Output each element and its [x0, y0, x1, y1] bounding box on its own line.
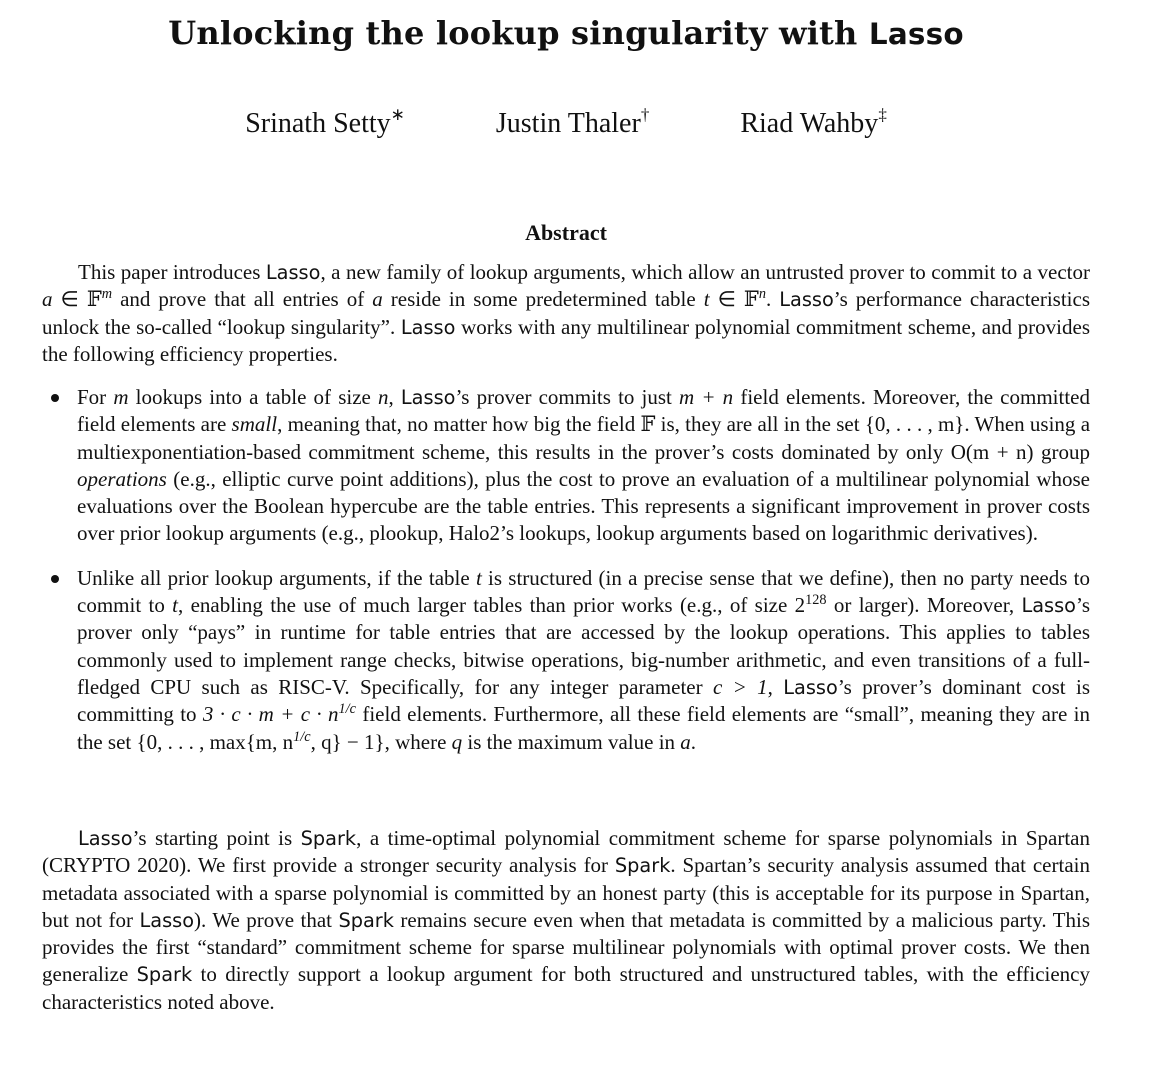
bullet-icon [51, 394, 59, 402]
author-1: Srinath Setty∗ [245, 105, 405, 139]
title-system-name: Lasso [868, 17, 964, 51]
title-text: Unlocking the lookup singularity with [168, 14, 869, 52]
list-item: For m lookups into a table of size n, Lasso’s prover commits to just m + n field elements. Moreover, the committed field elements are small, meaning that, no matter how big the field 𝔽 is, they are all in the set {0, . . . , m}. When using a multiexponentiation-based commitment scheme, this results in the prover’s costs dominated by only O(m + n) group operations (e.g., elliptic curve point additions), plus the cost to prove an evaluation of a multilinear polynomial whose evaluations over the Boolean hypercube are the table entries. This represents a significant improvement in prover costs over prior lookup arguments (e.g., plookup, Halo2’s lookups, lookup arguments based on logarithmic derivatives). [42, 384, 1090, 548]
abstract-heading: Abstract [525, 220, 607, 245]
author-2: Justin Thaler† [495, 105, 650, 139]
bullet-icon [51, 575, 59, 583]
list-item: Unlike all prior lookup arguments, if the table t is structured (in a precise sense that we define), then no party needs to commit to t, enabling the use of much larger tables than prior works (e.g., of size $2^{128}$ or larger). Moreover, Lasso’s prover only “pays” in runtime for table entries that are accessed by the lookup operations. This applies to tables commonly used to implement range checks, bitwise operations, big-number arithmetic, and even transitions of a full-fledged CPU such as RISC-V. Specifically, for any integer parameter c > 1, Lasso’s prover’s dominant cost is committing to $3 \cdot c \cdot m + c \cdot n^{1/c}$ field elements. Furthermore, all these field elements are “small”, meaning they are in the set {0, . . . , max{m, $n^{1/c}$, q} − 1}, where q is the maximum value in a. [42, 565, 1090, 756]
abstract-paragraph-1: This paper introduces Lasso, a new family of lookup arguments, which allow an untrusted prover to commit to a vector a ∈ 𝔽$^m$ and prove that all entries of a reside in some predetermined table t ∈ 𝔽$^n$. Lasso’s performance characteristics unlock the so-called “lookup singularity”. Lasso works with any multilinear polynomial commitment scheme, and provides the following efficiency properties. [42, 260, 1091, 366]
abstract-paragraph-2: Lasso’s starting point is Spark, a time-optimal polynomial commitment scheme for sparse polynomials in Spartan (CRYPTO 2020). We first provide a stronger security analysis for Spark. Spartan’s security analysis assumed that certain metadata associated with a sparse polynomial is committed by an honest party (this is acceptable for its purpose in Spartan, but not for Lasso). We prove that Spark remains secure even when that metadata is committed by a malicious party. This provides the first “standard” commitment scheme for sparse multilinear polynomials with optimal prover costs. We then generalize Spark to directly support a lookup argument for both structured and unstructured tables, with the efficiency characteristics noted above. [42, 826, 1090, 1014]
affiliation-mark: ∗ [390, 105, 405, 124]
author-list [42, 105, 1090, 140]
efficiency-properties-list [42, 384, 1090, 773]
paper-title [42, 14, 1090, 52]
author-3: Riad Wahby‡ [740, 105, 887, 139]
affiliation-mark: † [640, 105, 650, 124]
affiliation-mark: ‡ [878, 105, 887, 124]
